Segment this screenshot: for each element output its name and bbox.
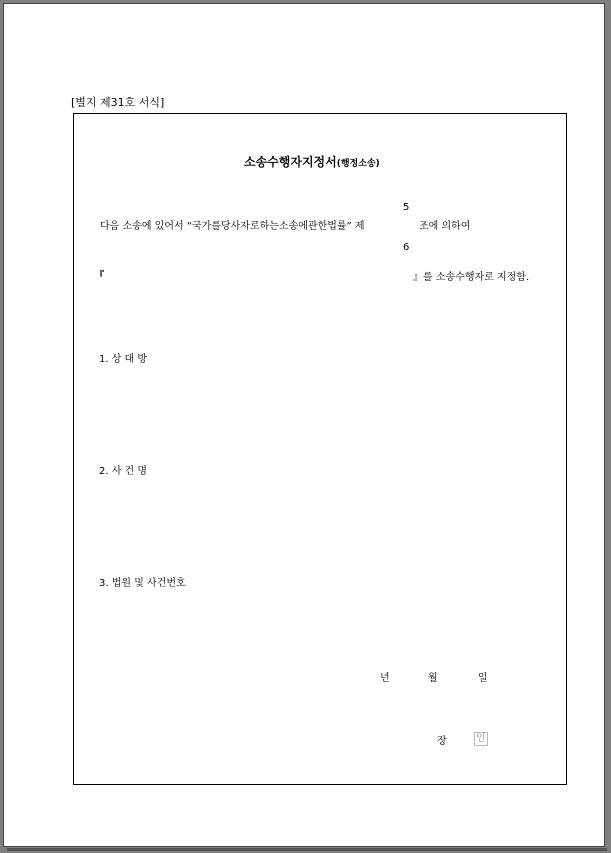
article-text: 조에 의하여 (419, 221, 471, 232)
date-day: 일 (478, 673, 488, 684)
item-court-case-number: 3. 법원 및 사건번호 (99, 578, 186, 589)
date-month: 월 (428, 673, 438, 684)
article-number-bottom: 6 (403, 242, 410, 253)
document-title (244, 153, 380, 170)
title-main: 소송수행자지정서 (244, 155, 337, 169)
seal-mark: 인 (476, 733, 486, 744)
designee-bracket-open: 『 (95, 271, 105, 281)
date-year: 년 (380, 673, 390, 684)
document-page (3, 3, 605, 847)
designate-text: 』를 소송수행자로 지정함. (413, 272, 530, 283)
page-shadow (7, 848, 607, 851)
signer-title: 장 (437, 736, 447, 747)
intro-text: 다음 소송에 있어서 “국가를당사자로하는소송에관한법률” 제 (100, 221, 365, 232)
article-number-top: 5 (403, 202, 410, 213)
form-border (73, 113, 567, 785)
title-sub: (행정소송) (336, 159, 380, 169)
item-opponent: 1. 상 대 방 (99, 354, 148, 365)
item-case-name: 2. 사 건 명 (99, 466, 148, 477)
form-number-label: [별지 제31호 서식] (71, 96, 165, 109)
